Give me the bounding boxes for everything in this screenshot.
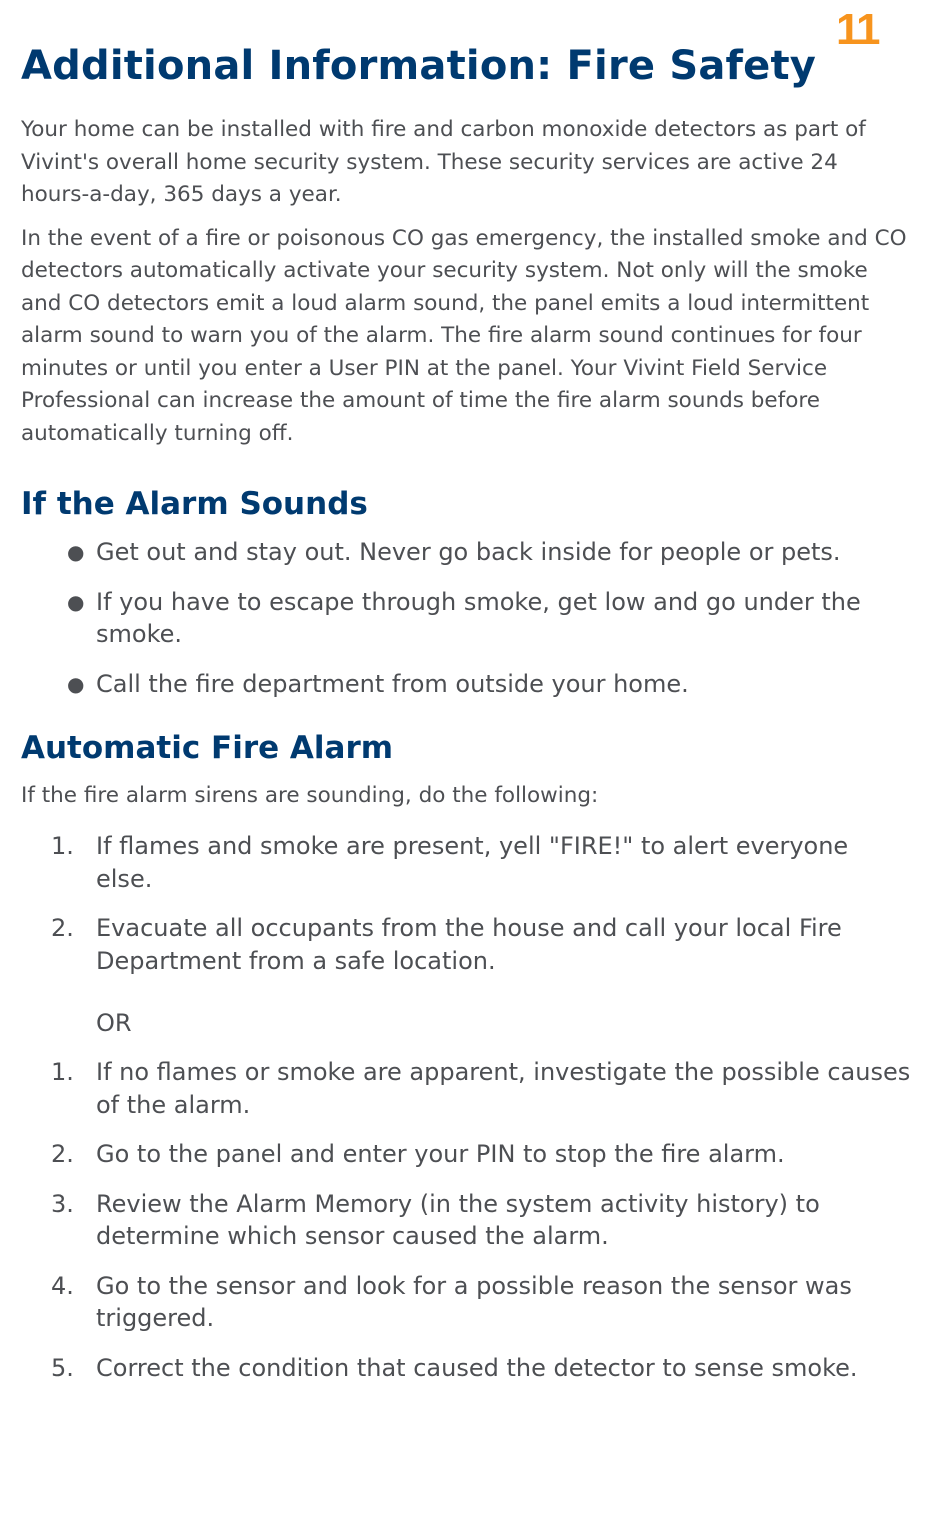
list-item xyxy=(21,1188,911,1253)
step-number: 1. xyxy=(51,1058,74,1086)
list-item xyxy=(21,1352,911,1385)
bullet-icon: ● xyxy=(67,671,85,696)
alarm-sounds-list xyxy=(21,536,911,700)
list-item-text: If you have to escape through smoke, get low and go under the smoke. xyxy=(96,587,861,648)
step-number: 4. xyxy=(51,1271,74,1300)
list-item xyxy=(21,1138,911,1171)
step-text: Correct the condition that caused the detector to sense smoke. xyxy=(96,1353,858,1382)
step-number: 2. xyxy=(51,914,74,942)
list-item-text: Call the fire department from outside your home. xyxy=(96,669,689,698)
section-heading-alarm-sounds: If the Alarm Sounds xyxy=(21,486,368,522)
or-separator: OR xyxy=(96,1009,132,1037)
page-title: Additional Information: Fire Safety xyxy=(21,43,817,89)
bullet-icon: ● xyxy=(67,540,85,564)
automatic-fire-alarm-intro: If the fire alarm sirens are sounding, do the following: xyxy=(21,783,599,808)
bullet-icon: ● xyxy=(67,589,85,614)
step-text: If flames and smoke are present, yell "FIRE!" to alert everyone else. xyxy=(96,832,849,893)
list-item xyxy=(21,536,911,569)
intro-paragraph-2: In the event of a fire or poisonous CO gas emergency, the installed smoke and CO detectors automatically activate your security system. Not only will the smoke and CO detectors emit a loud alarm sound, the panel emits a loud intermittent alarm sound to warn you of the alarm. The fire alarm sound continues for four minutes or until you enter a User PIN at the panel. Your Vivint Field Service Professional can increase the amount of time the fire alarm sounds before automatically turning off. xyxy=(21,225,907,446)
step-number: 1. xyxy=(51,832,74,860)
step-text: Go to the panel and enter your PIN to stop the fire alarm. xyxy=(96,1140,785,1168)
section-heading-automatic-fire-alarm: Automatic Fire Alarm xyxy=(21,730,394,766)
page-number: 11 xyxy=(836,5,879,54)
step-number: 3. xyxy=(51,1189,74,1218)
step-text: Evacuate all occupants from the house and call your local Fire Department from a safe location. xyxy=(96,914,842,975)
step-text: Review the Alarm Memory (in the system activity history) to determine which sensor caused the alarm. xyxy=(96,1189,820,1250)
steps-list-b xyxy=(21,1056,911,1384)
step-text: If no flames or smoke are apparent, investigate the possible causes of the alarm. xyxy=(96,1058,911,1119)
steps-list-a xyxy=(21,830,911,977)
step-text: Go to the sensor and look for a possible reason the sensor was triggered. xyxy=(96,1271,852,1332)
intro-paragraph-1: Your home can be installed with fire and carbon monoxide detectors as part of Vivint's overall home security system. These security services are active 24 hours-a-day, 365 days a year. xyxy=(21,117,866,207)
list-item xyxy=(21,1056,911,1121)
step-number: 5. xyxy=(51,1353,74,1382)
document-body xyxy=(21,40,911,1401)
list-item xyxy=(21,1270,911,1335)
list-item-text: Get out and stay out. Never go back inside for people or pets. xyxy=(96,538,841,566)
step-number: 2. xyxy=(51,1140,74,1168)
list-item xyxy=(21,668,911,701)
list-item xyxy=(21,830,911,895)
list-item xyxy=(21,586,911,651)
list-item xyxy=(21,912,911,977)
